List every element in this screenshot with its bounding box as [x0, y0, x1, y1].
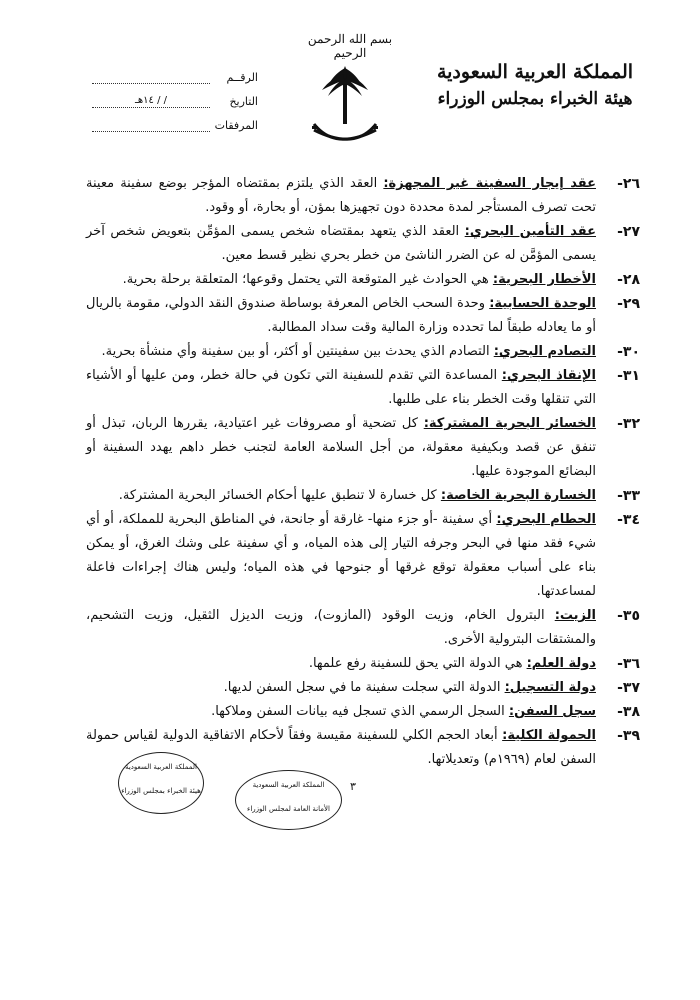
- item-text: أي سفينة -أو جزء منها- غارقة أو جانحة، في المناطق البحرية للمملكة، أو أي شيء فقد منها في البحر وجرفه التيار إلى هذه المياه، و أي سفينة على وشك الغرق، أو يمكن بناء على أسباب معقولة توقع غرقها أو جنوحها في هذه المياه؛ وليس هناك إجراءات فاعلة لمساعدتها.: [86, 512, 596, 599]
- item-text: العقد الذي يتعهد بمقتضاه شخص يسمى المؤمِّن بتعويض شخص آخر يسمى المؤمَّن له عن الضرر الناشئ من خطر بحري نظير قسط معين.: [86, 224, 596, 263]
- date-label: التاريخ: [229, 95, 258, 108]
- item-number: ٣٩-: [617, 728, 640, 744]
- item-number: ٣٣-: [617, 488, 640, 504]
- ref-row: [88, 60, 258, 84]
- definition-item: [86, 220, 640, 268]
- official-stamp: [118, 752, 204, 814]
- item-text: التصادم الذي يحدث بين سفينتين أو أكثر، أو بين سفينة وأي منشأة بحرية.: [101, 344, 490, 359]
- stamp-line: المملكة العربية السعودية: [252, 781, 325, 789]
- definition-item: [86, 604, 640, 652]
- definition-item: [86, 700, 640, 724]
- item-number: ٢٧-: [617, 224, 640, 240]
- item-term: الخسارة البحرية الخاصة:: [440, 488, 596, 503]
- definitions-list: [86, 172, 640, 772]
- date-row: [88, 84, 258, 108]
- item-term: دولة العلم:: [526, 656, 596, 671]
- definition-item: [86, 268, 640, 292]
- item-number: ٣٧-: [617, 680, 640, 696]
- document-meta: [88, 60, 258, 132]
- page-number: ٣: [350, 780, 356, 793]
- item-term: الحطام البحري:: [496, 512, 596, 527]
- item-term: دولة التسجيل:: [504, 680, 596, 695]
- basmala: بسم الله الرحمن الرحيم: [307, 32, 393, 60]
- item-text: هي الحوادث غير المتوقعة التي يحتمل وقوعها؛ المتعلقة برحلة بحرية.: [122, 272, 489, 287]
- item-text: المساعدة التي تقدم للسفينة التي تكون في حالة خطر، ومن عليها أو الأشياء التي تنقلها وقت الخطر بناء على طلبها.: [86, 368, 596, 407]
- item-number: ٢٨-: [617, 272, 640, 288]
- organization-name: [410, 58, 660, 112]
- item-text: أبعاد الحجم الكلي للسفينة مقيسة وفقاً لأحكام الاتفاقية الدولية لقياس حمولة السفن لعام (١٩٦٩م) وتعديلاتها.: [86, 728, 596, 767]
- definition-item: [86, 292, 640, 340]
- item-text: كل خسارة لا تنطبق عليها أحكام الخسائر البحرية المشتركة.: [118, 488, 437, 503]
- attachments-row: [88, 108, 258, 132]
- item-term: الإنقاذ البحري:: [501, 368, 597, 383]
- item-text: البترول الخام، وزيت الوقود (المازوت)، وزيت الديزل الثقيل، وزيت التشحيم، والمشتقات البترولية الأخرى.: [86, 608, 596, 647]
- item-number: ٣٢-: [617, 416, 640, 432]
- definition-item: [86, 484, 640, 508]
- item-number: ٣٤-: [617, 512, 640, 528]
- item-number: ٣٠-: [617, 344, 640, 360]
- item-term: التصادم البحري:: [493, 344, 596, 359]
- stamp-line: المملكة العربية السعودية: [125, 763, 197, 771]
- ref-label: الرقــم: [226, 71, 258, 84]
- stamp-line: الأمانة العامة لمجلس الوزراء: [247, 805, 330, 813]
- item-term: الزيت:: [554, 608, 596, 623]
- item-number: ٣١-: [617, 368, 640, 384]
- item-term: الحمولة الكلية:: [502, 728, 596, 743]
- item-number: ٣٦-: [617, 656, 640, 672]
- item-text: السجل الرسمي الذي تسجل فيه بيانات السفن وملاكها.: [211, 704, 505, 719]
- definition-item: [86, 412, 640, 484]
- date-value: / / ١٤هـ: [92, 95, 210, 108]
- definition-item: [86, 340, 640, 364]
- item-term: عقد التأمين البحري:: [464, 224, 596, 239]
- stamp-line: هيئة الخبراء بمجلس الوزراء: [121, 787, 201, 795]
- item-number: ٣٨-: [617, 704, 640, 720]
- saudi-emblem-icon: [308, 62, 382, 150]
- attachments-label: المرفقات: [214, 119, 258, 132]
- item-term: الوحدة الحسابية:: [489, 296, 596, 311]
- official-stamp: [235, 770, 342, 830]
- item-number: ٣٥-: [617, 608, 640, 624]
- ref-line: [92, 71, 210, 84]
- letterhead: [0, 0, 700, 160]
- item-text: وحدة السحب الخاص المعرفة بوساطة صندوق النقد الدولي، مقومة بالريال أو ما يعادله طبقاً لما تحدده وزارة المالية وقت سداد المطالبة.: [86, 296, 596, 335]
- item-text: هي الدولة التي يحق للسفينة رفع علمها.: [308, 656, 523, 671]
- item-text: العقد الذي يلتزم بمقتضاه المؤجر بوضع سفينة معينة تحت تصرف المستأجر لمدة محددة دون تجهيزها بمؤن، أو بحارة، أو وقود.: [86, 176, 596, 215]
- definition-item: [86, 364, 640, 412]
- item-number: ٢٩-: [617, 296, 640, 312]
- definition-item: [86, 652, 640, 676]
- definition-item: [86, 676, 640, 700]
- item-text: كل تضحية أو مصروفات غير اعتيادية، يقررها الربان، تبذل أو تنفق عن قصد وبكيفية معقولة، من أجل السلامة العامة لتجنب خطر داهم يهدد السفينة أو البضائع الموجودة عليها.: [86, 416, 596, 479]
- item-term: سجل السفن:: [508, 704, 596, 719]
- definition-item: [86, 508, 640, 604]
- item-term: عقد إيجار السفينة غير المجهزة:: [383, 176, 596, 191]
- item-term: الخسائر البحرية المشتركة:: [423, 416, 596, 431]
- item-text: الدولة التي سجلت سفينة ما في سجل السفن لديها.: [223, 680, 501, 695]
- definition-item: [86, 172, 640, 220]
- item-term: الأخطار البحرية:: [492, 272, 596, 287]
- authority-name: هيئة الخبراء بمجلس الوزراء: [437, 89, 633, 109]
- attachments-line: [92, 119, 210, 132]
- kingdom-name: المملكة العربية السعودية: [436, 61, 634, 83]
- item-number: ٢٦-: [617, 176, 640, 192]
